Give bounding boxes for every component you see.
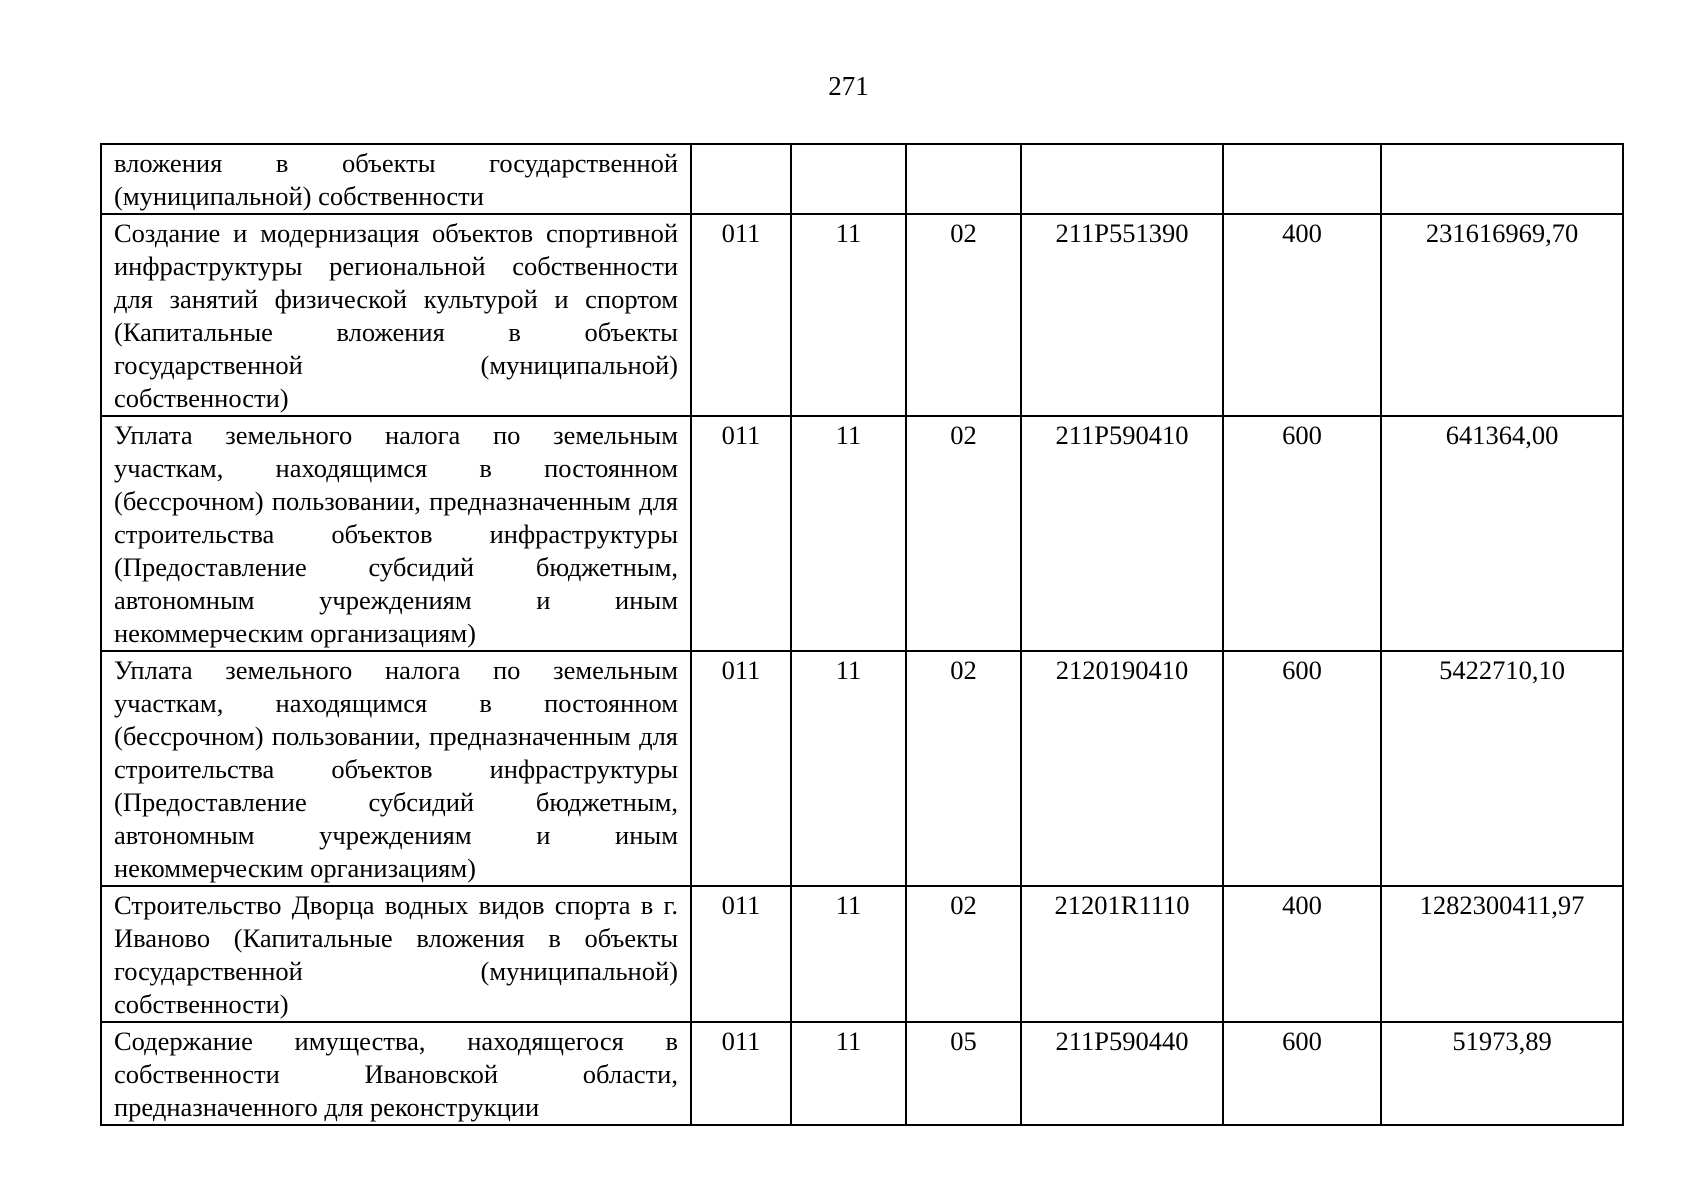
page-number: 271 [828, 71, 869, 101]
amount: 5422710,10 [1381, 651, 1623, 886]
target-article-code: 211P590410 [1021, 416, 1223, 651]
ministry-code: 011 [691, 416, 791, 651]
section-code: 11 [791, 651, 906, 886]
target-article-code: 2120190410 [1021, 651, 1223, 886]
target-article-code: 21201R1110 [1021, 886, 1223, 1022]
row-description: Уплата земельного налога по земельным участкам, находящимся в постоянном (бессрочном) пользовании, предназначенным для строительства объектов инфраструктуры (Предоставление субсидий бюджетным, автономным учреждениям и иным некоммерческим организациям) [101, 416, 691, 651]
target-article-code: 211P551390 [1021, 214, 1223, 416]
section-code: 11 [791, 886, 906, 1022]
subsection-code: 05 [906, 1022, 1021, 1125]
expense-type-code [1223, 144, 1381, 214]
ministry-code: 011 [691, 886, 791, 1022]
target-article-code: 211P590440 [1021, 1022, 1223, 1125]
table-row [101, 886, 1623, 1022]
table-row [101, 214, 1623, 416]
table-row [101, 1022, 1623, 1125]
amount: 231616969,70 [1381, 214, 1623, 416]
target-article-code [1021, 144, 1223, 214]
row-description: вложения в объекты государственной (муниципальной) собственности [101, 144, 691, 214]
row-description: Уплата земельного налога по земельным участкам, находящимся в постоянном (бессрочном) пользовании, предназначенным для строительства объектов инфраструктуры (Предоставление субсидий бюджетным, автономным учреждениям и иным некоммерческим организациям) [101, 651, 691, 886]
ministry-code [691, 144, 791, 214]
subsection-code [906, 144, 1021, 214]
expense-type-code: 600 [1223, 416, 1381, 651]
subsection-code: 02 [906, 214, 1021, 416]
budget-table [100, 143, 1624, 1126]
row-description: Создание и модернизация объектов спортивной инфраструктуры региональной собственности для занятий физической культурой и спортом (Капитальные вложения в объекты государственной (муниципальной) собственности) [101, 214, 691, 416]
amount: 1282300411,97 [1381, 886, 1623, 1022]
row-description: Строительство Дворца водных видов спорта в г. Иваново (Капитальные вложения в объекты государственной (муниципальной) собственности) [101, 886, 691, 1022]
table-row [101, 144, 1623, 214]
section-code [791, 144, 906, 214]
subsection-code: 02 [906, 886, 1021, 1022]
row-description: Содержание имущества, находящегося в собственности Ивановской области, предназначенного для реконструкции [101, 1022, 691, 1125]
ministry-code: 011 [691, 1022, 791, 1125]
amount: 641364,00 [1381, 416, 1623, 651]
expense-type-code: 400 [1223, 214, 1381, 416]
subsection-code: 02 [906, 416, 1021, 651]
subsection-code: 02 [906, 651, 1021, 886]
section-code: 11 [791, 416, 906, 651]
expense-type-code: 600 [1223, 651, 1381, 886]
table-row [101, 651, 1623, 886]
ministry-code: 011 [691, 214, 791, 416]
amount: 51973,89 [1381, 1022, 1623, 1125]
section-code: 11 [791, 214, 906, 416]
expense-type-code: 400 [1223, 886, 1381, 1022]
section-code: 11 [791, 1022, 906, 1125]
ministry-code: 011 [691, 651, 791, 886]
table-row [101, 416, 1623, 651]
expense-type-code: 600 [1223, 1022, 1381, 1125]
amount [1381, 144, 1623, 214]
